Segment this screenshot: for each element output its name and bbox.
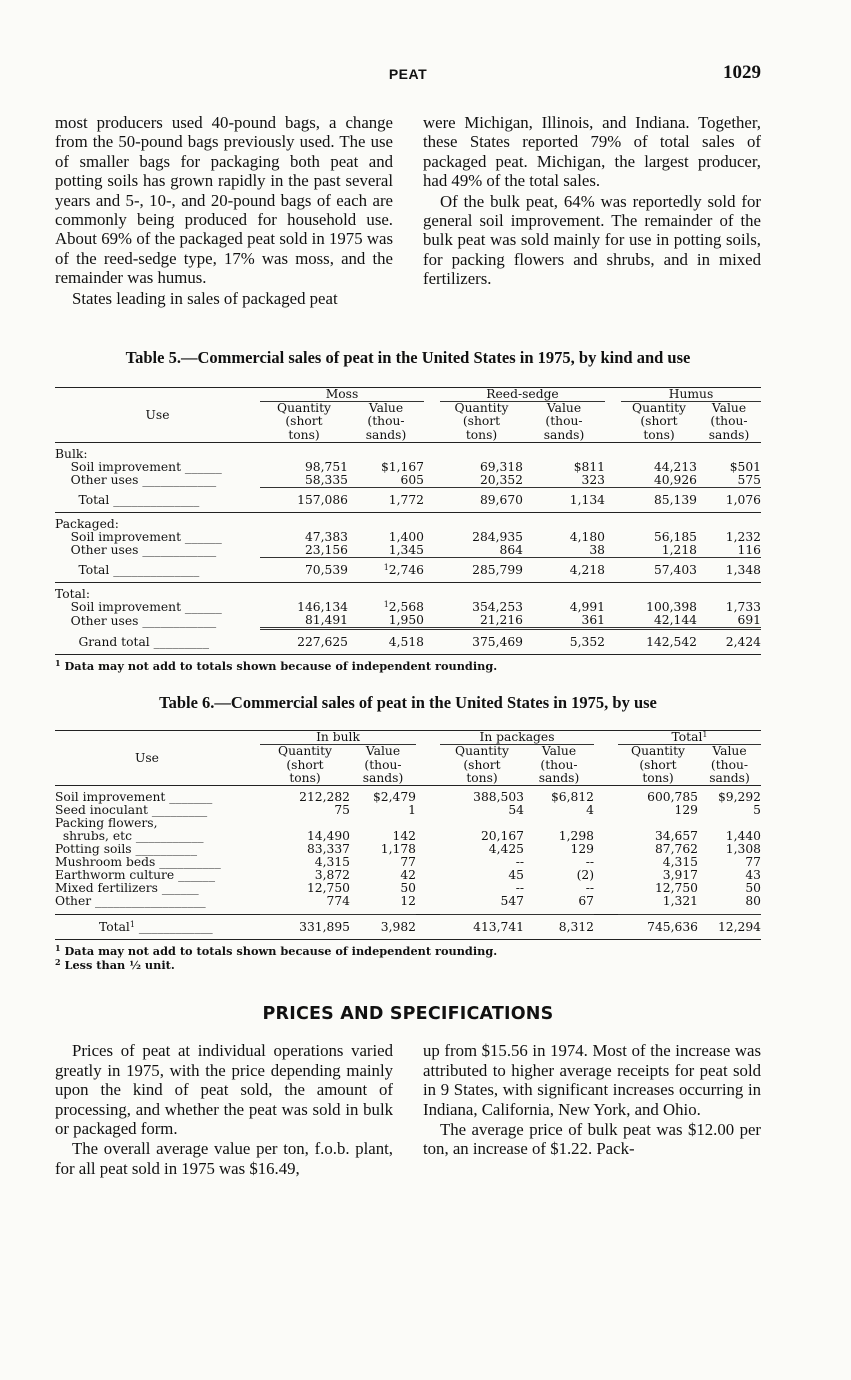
total-header: Total$^1$ xyxy=(618,731,761,745)
paragraph: most producers used 40-pound bags, a change from the 50-pound bags previously used. The use of smaller bags for packaging both peat and potting soils has grown rapidly in the past several years and 5-, 10-, and 20-pound bags of each are commonly being produced for household use. About 69% of the packaged peat sold in 1975 was of the reed-sedge type, 17% was moss, and the remainder was humus. xyxy=(55,113,393,288)
value-header: Value (thou- sands) xyxy=(524,745,594,786)
paragraph: were Michigan, Illinois, and Indiana. Together, these States reported 79% of total sales of packaged peat. Michigan, the largest producer, had 49% of the total sales. xyxy=(423,113,761,191)
prices-left-column xyxy=(55,1041,393,1178)
table-row: Mixed fertilizers ______ 12,750 50 -- -- 12,750 50 xyxy=(55,881,761,896)
humus-header: Humus xyxy=(621,388,761,402)
table-row: Other uses ____________ 58,335 605 20,352 323 40,926 575 xyxy=(55,472,761,488)
table-row: Soil improvement ______ 98,751 $1,167 69,318 $811 44,213 $501 xyxy=(55,459,761,474)
running-head xyxy=(55,62,761,88)
table-row: Potting soils __________ 83,337 1,178 4,425 129 87,762 1,308 xyxy=(55,842,761,857)
footnote-2: $^2$ Less than ½ unit. xyxy=(55,956,175,972)
table6 xyxy=(55,730,761,940)
section-heading: PRICES AND SPECIFICATIONS xyxy=(262,1004,554,1025)
table-row: Soil improvement ______ 146,134 $^1$2,568 354,253 4,991 100,398 1,733 xyxy=(55,599,761,614)
table6-block xyxy=(55,693,761,972)
section-label: Packaged: xyxy=(55,516,119,531)
use-header: Use xyxy=(55,731,260,786)
quantity-header: Quantity (short tons) xyxy=(260,745,350,786)
value-header: Value (thou- sands) xyxy=(350,745,416,786)
footnote-1: $^1$ Data may not add to totals shown because of independent rounding. xyxy=(55,943,498,959)
section-label: Bulk: xyxy=(55,446,88,461)
table-row: Soil improvement ______ 47,383 1,400 284,935 4,180 56,185 1,232 xyxy=(55,529,761,544)
moss-header: Moss xyxy=(260,388,424,402)
quantity-header: Quantity (short tons) xyxy=(260,402,348,443)
paragraph: Of the bulk peat, 64% was reportedly sold for general soil improvement. The remainder of the bulk peat was sold mainly for use in potting soils, for packing flowers and shrubs, and in mixed fertilizers. xyxy=(423,191,761,289)
table-row: Earthworm culture ______ 3,872 42 45 (2) 3,917 43 xyxy=(55,868,761,883)
intro-left-column xyxy=(55,113,393,308)
quantity-header: Quantity (short tons) xyxy=(440,402,523,443)
table5-footnote: $^1$ Data may not add to totals shown because of independent rounding. xyxy=(55,657,498,673)
table5-title: Table 5.—Commercial sales of peat in the United States in 1975, by kind and use xyxy=(125,348,691,368)
value-header: Value (thou- sands) xyxy=(523,402,605,443)
total-row: Total ______________ 157,086 1,772 89,670 1,134 85,139 1,076 xyxy=(55,487,761,512)
value-header: Value (thou- sands) xyxy=(698,745,761,786)
table-row: Packing flowers, xyxy=(55,816,158,831)
paragraph: The overall average value per ton, f.o.b. plant, for all peat sold in 1975 was $16.49, xyxy=(55,1139,393,1178)
grand-total-row: Grand total _________ 227,625 4,518 375,469 5,352 142,542 2,424 xyxy=(55,628,761,654)
use-header: Use xyxy=(55,388,260,443)
table-row: Soil improvement _______ 212,282 $2,479 388,503 $6,812 600,785 $9,292 xyxy=(55,790,761,805)
table-row: Mushroom beds __________ 4,315 77 -- -- 4,315 77 xyxy=(55,855,761,870)
footnote-ref: 1 xyxy=(383,599,389,609)
quantity-header: Quantity (short tons) xyxy=(618,745,698,786)
running-title: PEAT xyxy=(388,66,428,82)
intro-text xyxy=(55,113,761,308)
page-number: 1029 xyxy=(723,62,761,83)
prices-text xyxy=(55,1041,761,1178)
table-row: Other uses ____________ 81,491 1,950 21,216 361 42,144 691 xyxy=(55,612,761,629)
total-row: Total ______________ 70,539 $^1$2,746 285,799 4,218 57,403 1,348 xyxy=(55,557,761,582)
value-header: Value (thou- sands) xyxy=(697,402,761,443)
paragraph: States leading in sales of packaged peat xyxy=(72,288,338,308)
section-label: Total: xyxy=(55,586,90,601)
prices-right-column xyxy=(423,1041,761,1178)
total-row: Total$^1$ ____________ 331,895 3,982 413,741 8,312 745,636 12,294 xyxy=(55,915,761,940)
footnote-ref: 1 xyxy=(383,562,389,572)
table-row: Other __________________ 774 12 547 67 1,321 80 xyxy=(55,894,761,909)
in-bulk-header: In bulk xyxy=(260,731,416,745)
page xyxy=(55,62,761,1178)
table6-footnotes xyxy=(55,945,761,972)
table5-block xyxy=(55,348,761,673)
value-header: Value (thou- sands) xyxy=(348,402,424,443)
quantity-header: Quantity (short tons) xyxy=(440,745,524,786)
quantity-header: Quantity (short tons) xyxy=(621,402,697,443)
paragraph: up from $15.56 in 1974. Most of the increase was attributed to higher average receipts for peat sold in 9 States, with significant increases occurring in Indiana, California, New York, and Ohio. xyxy=(423,1041,761,1119)
table6-title: Table 6.—Commercial sales of peat in the United States in 1975, by use xyxy=(159,693,657,713)
table-row: Other uses ____________ 23,156 1,345 864 38 1,218 116 xyxy=(55,542,761,558)
in-packages-header: In packages xyxy=(440,731,594,745)
reed-sedge-header: Reed-sedge xyxy=(440,388,605,402)
intro-right-column xyxy=(423,113,761,308)
table-row: Seed inoculant _________ 75 1 54 4 129 5 xyxy=(55,803,761,818)
paragraph: Prices of peat at individual operations varied greatly in 1975, with the price depending mainly upon the kind of peat sold, the amount of processing, and whether the peat was sold in bulk or packaged form. xyxy=(55,1041,393,1138)
table5 xyxy=(55,387,761,655)
table-row: shrubs, etc ___________ 14,490 142 20,167 1,298 34,657 1,440 xyxy=(55,829,761,844)
paragraph: The average price of bulk peat was $12.00 per ton, an increase of $1.22. Pack- xyxy=(423,1119,761,1159)
